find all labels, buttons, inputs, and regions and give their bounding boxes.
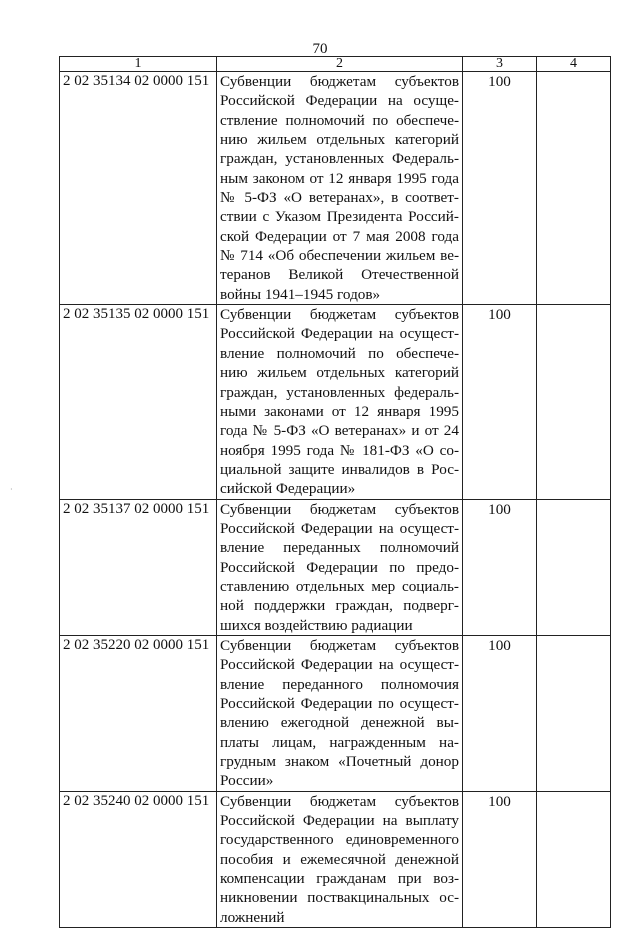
description-line: Субвенции бюджетам субъектов [220, 73, 459, 90]
description-line: Российской Федерации на осущест- [220, 325, 459, 343]
table-row [60, 635, 611, 791]
description-cell [217, 635, 463, 791]
amount-cell: 100 [463, 791, 537, 927]
description-line: Российской Федерации на осуще- [220, 92, 459, 110]
description-line: России» [220, 772, 274, 790]
table-row [60, 72, 611, 305]
description-line: государственного единовременного [220, 831, 459, 849]
description-line: никновении поствакцинальных ос- [220, 889, 459, 907]
description-line: Субвенции бюджетам субъектов [220, 792, 459, 810]
amount-cell: 100 [463, 72, 537, 305]
description-cell [217, 791, 463, 927]
description-line: Российской Федерации по предо- [220, 558, 459, 576]
description-line: вление полномочий по обеспече- [220, 344, 459, 362]
description-cell [217, 305, 463, 499]
description-line: Российской Федерации на осущест- [220, 656, 459, 674]
budget-table [59, 56, 611, 928]
description-line: Российской Федерации по осущест- [220, 695, 459, 712]
description-line: граждан, установленных федераль- [220, 383, 459, 401]
description-line: ской Федерации от 7 мая 2008 года [220, 227, 459, 245]
table-header-row [60, 57, 611, 72]
description-line: № 5-ФЗ «О ветеранах», в соответ- [220, 189, 459, 207]
column-4-cell [537, 791, 611, 927]
description-line: ствление полномочий по обеспече- [220, 111, 459, 129]
description-line: влению ежегодной денежной вы- [220, 714, 459, 732]
description-line: Субвенции бюджетам субъектов [220, 636, 459, 654]
description-line: нию жильем отдельных категорий [220, 131, 459, 149]
description-line: компенсации гражданам при воз- [220, 870, 459, 888]
description-line: ствии с Указом Президента Россий- [220, 208, 459, 226]
description-line: № 714 «Об обеспечении жильем ве- [220, 247, 459, 265]
description-line: циальной защите инвалидов в Рос- [220, 460, 459, 478]
description-line: года № 5-ФЗ «О ветеранах» и от 24 [220, 422, 459, 440]
description-line: грудным знаком «Почетный донор [220, 753, 459, 771]
column-4-cell [537, 305, 611, 499]
description-line: ным законом от 12 января 1995 года [220, 169, 459, 187]
description-line: шихся воздействию радиации [220, 616, 413, 634]
table-body [60, 72, 611, 928]
page-number: 70 [312, 41, 328, 57]
amount-cell: 100 [463, 499, 537, 635]
description-line: Субвенции бюджетам субъектов [220, 306, 459, 324]
description-line: ложнений [220, 908, 285, 926]
column-4-cell [537, 635, 611, 791]
column-header-4: 4 [537, 57, 611, 72]
description-line: сийской Федерации» [220, 480, 356, 498]
amount-cell: 100 [463, 305, 537, 499]
description-line: нию жильем отдельных категорий [220, 364, 459, 382]
description-line: ными законами от 12 января 1995 [220, 402, 459, 420]
column-4-cell [537, 499, 611, 635]
column-4-cell [537, 72, 611, 305]
table-row [60, 499, 611, 635]
description-line: ставлению отдельных мер социаль- [220, 577, 459, 595]
description-line: Российской Федерации на выплату [220, 812, 459, 830]
column-header-1: 1 [60, 57, 217, 72]
description-line: граждан, установленных Федераль- [220, 150, 459, 168]
amount-cell: 100 [463, 635, 537, 791]
budget-code-cell: 2 02 35137 02 0000 151 [60, 499, 217, 635]
margin-mark: · [10, 485, 13, 494]
description-line: платы лицам, награжденным на- [220, 733, 459, 751]
description-line: вление переданного полномочия [220, 675, 459, 693]
table-row [60, 305, 611, 499]
description-line: теранов Великой Отечественной [220, 266, 459, 284]
description-line: Субвенции бюджетам субъектов [220, 500, 459, 518]
description-cell [217, 499, 463, 635]
description-cell [217, 72, 463, 305]
budget-code-cell: 2 02 35220 02 0000 151 [60, 635, 217, 791]
description-line: ноября 1995 года № 181-ФЗ «О со- [220, 441, 459, 459]
budget-code-cell: 2 02 35134 02 0000 151 [60, 72, 217, 305]
description-line: войны 1941–1945 годов» [220, 285, 381, 303]
table-row [60, 791, 611, 927]
budget-code-cell: 2 02 35135 02 0000 151 [60, 305, 217, 499]
description-line: пособия и ежемесячной денежной [220, 850, 459, 868]
column-header-3: 3 [463, 57, 537, 72]
column-header-2: 2 [217, 57, 463, 72]
description-line: вление переданных полномочий [220, 539, 459, 557]
description-line: Российской Федерации на осущест- [220, 519, 459, 537]
budget-code-cell: 2 02 35240 02 0000 151 [60, 791, 217, 927]
description-line: ной поддержки граждан, подверг- [220, 597, 459, 615]
